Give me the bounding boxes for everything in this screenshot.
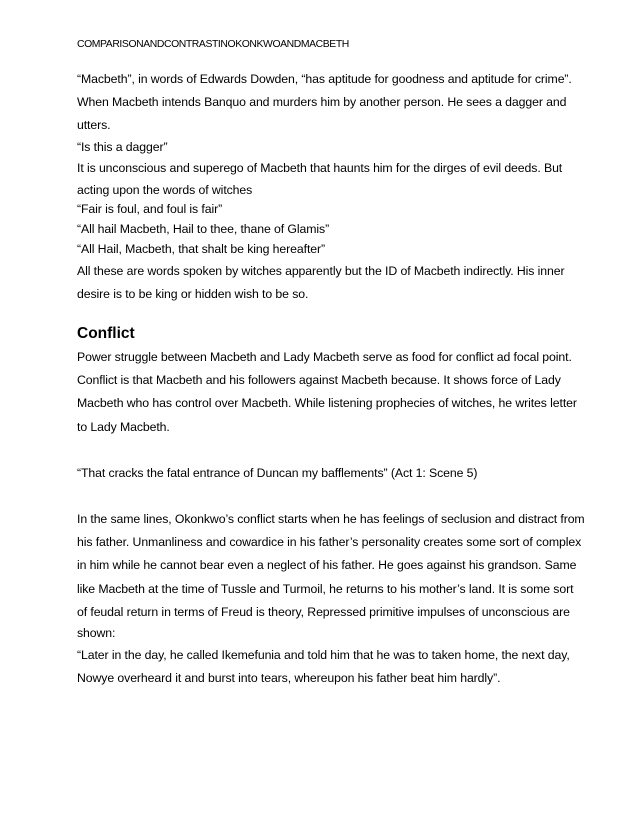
text-line: like Macbeth at the time of Tussle and Turmoil, he returns to his mother’s land. It is some sort [77, 581, 574, 596]
paragraph-okonkwo [77, 508, 585, 690]
paragraph-macbeth-witches [77, 68, 572, 306]
quote-line: Nowye overheard it and burst into tears, whereupon his father beat him hardly”. [77, 670, 501, 685]
text-line: All these are words spoken by witches apparently but the ID of Macbeth indirectly. His inner [77, 263, 565, 278]
document-body [77, 68, 585, 690]
text-line: In the same lines, Okonkwo’s conflict starts when he has feelings of seclusion and distract from [77, 512, 585, 527]
paragraph-conflict [77, 346, 577, 439]
text-line: It is unconscious and superego of Macbeth that haunts him for the dirges of evil deeds. But [77, 161, 563, 176]
quote-line: “All hail Macbeth, Hail to thee, thane of Glamis” [77, 222, 330, 237]
text-line: to Lady Macbeth. [77, 419, 170, 434]
text-line: Conflict is that Macbeth and his followers against Macbeth because. It shows force of Lady [77, 373, 561, 388]
text-line: acting upon the words of witches [77, 182, 253, 197]
text-line: Macbeth who has control over Macbeth. While listening prophecies of witches, he writes letter [77, 396, 577, 411]
text-line: utters. [77, 118, 111, 133]
quote-line: “Fair is foul, and foul is fair” [77, 202, 223, 217]
text-line: of feudal return in terms of Freud is theory, Repressed primitive impulses of unconscious are [77, 604, 570, 619]
text-line: shown: [77, 625, 116, 640]
quote-act1-scene5: “That cracks the fatal entrance of Duncan my bafflements” (Act 1: Scene 5) [77, 465, 478, 480]
text-line: in him while he cannot bear even a neglect of his father. He goes against his grandson. Same [77, 558, 577, 573]
text-line: desire is to be king or hidden wish to be so. [77, 286, 309, 301]
text-line: “Macbeth”, in words of Edwards Dowden, “has aptitude for goodness and aptitude for crime”. [77, 72, 572, 86]
text-line: his father. Unmanliness and cowardice in his father’s personality creates some sort of complex [77, 535, 582, 550]
text-line: When Macbeth intends Banquo and murders him by another person. He sees a dagger and [77, 95, 567, 110]
text-line: Power struggle between Macbeth and Lady Macbeth serve as food for conflict ad focal point. [77, 350, 572, 365]
quote-line: “Later in the day, he called Ikemefunia and told him that he was to taken home, the next day, [77, 647, 570, 662]
quote-line: “Is this a dagger” [77, 139, 168, 154]
page-header: COMPARISONANDCONTRASTINOKONKWOANDMACBETH [77, 39, 349, 50]
section-heading-conflict: Conflict [77, 325, 135, 343]
quote-line: “All Hail, Macbeth, that shalt be king hereafter” [77, 241, 325, 256]
